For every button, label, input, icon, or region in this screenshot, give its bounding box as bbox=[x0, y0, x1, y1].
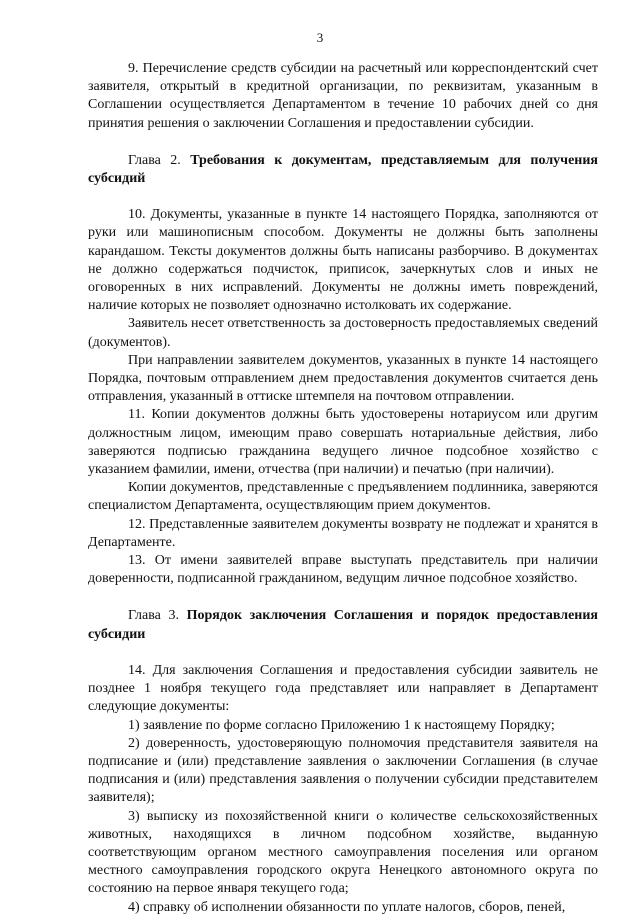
chapter-3-heading bbox=[88, 607, 598, 643]
paragraph-14: 14. Для заключения Соглашения и предоставления субсидии заявитель не позднее 1 ноября текущего года представляет или направляет в Департамент следующие документы: bbox=[88, 662, 598, 715]
paragraph-10-responsibility: Заявитель несет ответственность за достоверность предоставляемых сведений (документов). bbox=[88, 316, 598, 350]
list-item-2: 2) доверенность, удостоверяющую полномочия представителя заявителя на подписание и (или) представление заявления о заключении Соглашения (в случае подписания и (или) представления заявления о получении субсидии представителем заявителя); bbox=[88, 735, 598, 806]
page-number: 3 bbox=[316, 30, 324, 45]
paragraph-9: 9. Перечисление средств субсидии на расчетный или корреспондентский счет заявителя, открытый в кредитной организации, по реквизитам, указанным в Соглашении осуществляется Департаментом в течение 10 рабочих дней со дня принятия решения о заключении Соглашения и предоставлении субсидии. bbox=[88, 61, 598, 131]
list-item-3: 3) выписку из похозяйственной книги о количестве сельскохозяйственных животных, находящихся в личном подсобном хозяйстве, выданную соответствующим органом местного самоуправления поселения или органом местного самоуправления городского округа Ненецкого автономного округа по состоянию на первое января текущего года; bbox=[88, 808, 598, 897]
paragraph-10-postal: При направлении заявителем документов, указанных в пункте 14 настоящего Порядка, почтовым отправлением днем предоставления документов считается день отправления, указанный в оттиске штемпеля на почтовом отправлении. bbox=[88, 352, 598, 405]
document-body bbox=[88, 60, 598, 917]
paragraph-12: 12. Представленные заявителем документы возврату не подлежат и хранятся в Департаменте. bbox=[88, 516, 598, 550]
paragraph-10: 10. Документы, указанные в пункте 14 настоящего Порядка, заполняются от руки или машинописным способом. Документы не должны быть заполнены карандашом. Тексты документов должны быть написаны разборчиво. В документах не должно содержаться подчисток, приписок, зачеркнутых слов и иных не оговоренных в них исправлений. Документы не должны иметь повреждений, наличие которых не позволяет однозначно истолковать их содержание. bbox=[88, 207, 598, 314]
paragraph-11-copies: Копии документов, представленные с предъявлением подлинника, заверяются специалистом Департамента, осуществляющим прием документов. bbox=[88, 480, 598, 514]
paragraph-11: 11. Копии документов должны быть удостоверены нотариусом или другим должностным лицом, имеющим право совершать нотариальные действия, либо заверяются подписью гражданина ведущего личное подсобное хозяйство с указанием фамилии, имени, отчества (при наличии) и печатью (при наличии). bbox=[88, 407, 598, 478]
chapter-3-prefix: Глава 3. bbox=[128, 608, 187, 624]
paragraph-13: 13. От имени заявителей вправе выступать представитель при наличии доверенности, подписанной гражданином, ведущим личное подсобное хозяйство. bbox=[88, 553, 598, 587]
list-item-4: 4) справку об исполнении обязанности по уплате налогов, сборов, пеней, bbox=[128, 899, 566, 915]
chapter-3-title: Порядок заключения Соглашения и порядок предоставления субсидии bbox=[88, 608, 599, 642]
chapter-2-prefix: Глава 2. bbox=[128, 152, 191, 168]
list-item-1: 1) заявление по форме согласно Приложению 1 к настоящему Порядку; bbox=[128, 717, 555, 733]
chapter-2-heading bbox=[88, 152, 598, 188]
chapter-2-title: Требования к документам, представляемым для получения субсидий bbox=[88, 152, 598, 187]
